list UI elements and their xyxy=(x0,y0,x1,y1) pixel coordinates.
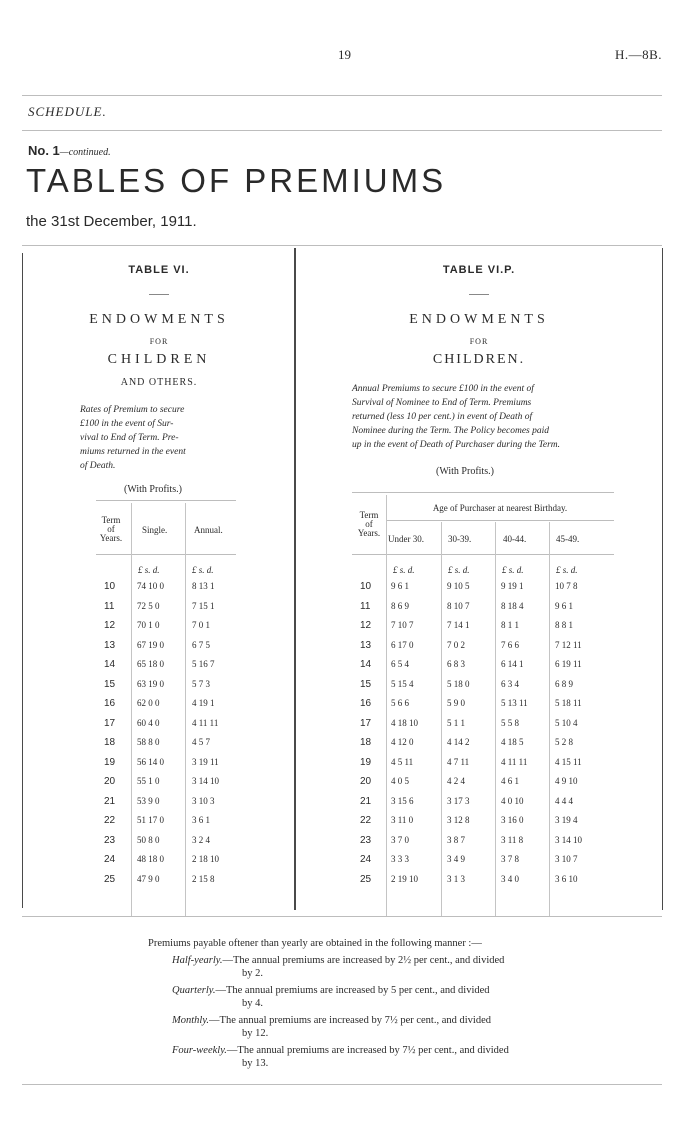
page-bottom-rule xyxy=(22,1084,662,1085)
table6p-value-cell: 3 10 7 xyxy=(555,854,578,864)
left-frame xyxy=(22,253,23,908)
right-frame xyxy=(662,248,663,910)
table6-annual-cell: 3 14 10 xyxy=(192,776,219,786)
table6p-line1: ENDOWMENTS xyxy=(409,312,549,327)
document-reference: H.—8B. xyxy=(614,47,662,62)
table6-line4: AND OTHERS. xyxy=(120,377,198,388)
footer-item xyxy=(172,955,504,966)
table6p-term-cell: 16 xyxy=(360,698,372,709)
table6-term-cell: 24 xyxy=(104,854,116,865)
table6-single-cell: 48 18 0 xyxy=(137,854,164,864)
table6p-value-cell: 3 3 3 xyxy=(391,854,409,864)
table6p-value-cell: 4 7 11 xyxy=(447,756,470,767)
table6p-term-cell: 25 xyxy=(360,873,372,885)
table6-single-cell: 70 1 0 xyxy=(137,620,160,630)
table6-annual-cell: 5 7 3 xyxy=(192,678,210,689)
table6p-term-cell: 11 xyxy=(360,600,371,612)
footer-item-continuation: by 2. xyxy=(242,968,263,979)
table6p-value-cell: 4 14 2 xyxy=(447,737,470,747)
table6p-term-cell: 24 xyxy=(360,854,372,865)
footer-item-continuation: by 13. xyxy=(242,1058,269,1069)
table6p-value-cell: 9 10 5 xyxy=(447,581,470,591)
table6p-desc-line: Nominee during the Term. The Policy becomes paid xyxy=(352,426,550,436)
table6-dash xyxy=(149,294,169,295)
table6-single-cell: 47 9 0 xyxy=(137,873,160,884)
table6-desc-line: Rates of Premium to secure xyxy=(80,405,185,415)
table6p-value-cell: 3 16 0 xyxy=(501,815,524,825)
footer-item-mode: Monthly. xyxy=(172,1015,210,1026)
schedule-rule xyxy=(22,130,662,131)
table6-lsd-annual: £ s. d. xyxy=(192,565,214,575)
table6p-value-cell: 5 13 11 xyxy=(501,698,528,708)
table6p-term-cell: 10 xyxy=(360,581,372,592)
center-divider xyxy=(294,248,296,910)
table6p-value-cell: 4 2 4 xyxy=(447,776,465,786)
table6p-value-cell: 5 18 11 xyxy=(555,698,582,708)
table6-annual-cell: 5 16 7 xyxy=(192,659,215,669)
table-top-rule xyxy=(22,245,662,246)
table6p-value-cell: 5 15 4 xyxy=(391,678,414,689)
table6-col-term xyxy=(96,516,126,543)
table6-single-cell: 56 14 0 xyxy=(137,756,164,767)
table6p-name: TABLE VI.P. xyxy=(442,264,516,276)
table6p-value-cell: 4 0 10 xyxy=(501,795,524,806)
table6p-value-cell: 3 7 0 xyxy=(391,834,409,845)
table6-annual-cell: 3 19 11 xyxy=(192,756,219,767)
table6-annual-cell: 4 5 7 xyxy=(192,737,210,747)
table6-single-cell: 55 1 0 xyxy=(137,776,160,786)
table6-desc-line: miums returned in the event xyxy=(80,447,186,457)
table6-term-cell: 16 xyxy=(104,698,116,709)
term-header-line: Years. xyxy=(99,533,123,543)
table6p-description xyxy=(352,382,652,452)
table6p-term-cell: 12 xyxy=(360,620,372,631)
table6p-value-cell: 4 18 5 xyxy=(501,737,524,747)
table6p-value-cell: 8 18 4 xyxy=(501,600,524,611)
footer-item-text: —The annual premiums are increased by 2½ per cent., and divided xyxy=(222,955,505,966)
table6-lsd-single: £ s. d. xyxy=(138,565,160,575)
table6p-col-sep xyxy=(549,522,550,916)
table6-single-cell: 51 17 0 xyxy=(137,815,164,825)
table6-annual-cell: 3 2 4 xyxy=(192,834,210,845)
table6p-lsd: £ s. d. xyxy=(502,565,524,575)
table6p-value-cell: 4 18 10 xyxy=(391,717,418,728)
table6p-value-cell: 6 17 0 xyxy=(391,639,414,650)
footer-item-text: —The annual premiums are increased by 7½ per cent., and divided xyxy=(226,1045,509,1056)
table6p-value-cell: 4 5 11 xyxy=(391,756,414,767)
table6p-term-cell: 21 xyxy=(360,795,372,807)
table6p-lsd: £ s. d. xyxy=(556,565,578,575)
term-header-line: of xyxy=(365,519,373,529)
table6-single-cell: 62 0 0 xyxy=(137,698,160,708)
table6p-col-age-2: 40-44. xyxy=(503,534,527,544)
table6-single-cell: 67 19 0 xyxy=(137,639,164,650)
section-number xyxy=(28,143,111,159)
table6p-value-cell: 8 10 7 xyxy=(447,600,470,611)
table6p-term-cell: 17 xyxy=(360,717,372,729)
section-continued: —continued. xyxy=(59,147,111,158)
table6p-value-cell: 5 9 0 xyxy=(447,698,465,708)
table6-single-cell: 53 9 0 xyxy=(137,795,160,806)
table6p-term-cell: 13 xyxy=(360,639,372,651)
table6p-value-cell: 3 4 0 xyxy=(501,873,519,884)
table6p-term-cell: 15 xyxy=(360,678,372,690)
table6-desc-line: of Death. xyxy=(80,461,116,471)
table6p-line3: CHILDREN. xyxy=(432,352,526,367)
table6-col-bottom xyxy=(96,554,236,555)
table6-term-cell: 13 xyxy=(104,639,116,651)
table6-single-cell: 63 19 0 xyxy=(137,678,164,689)
table6-annual-cell: 7 15 1 xyxy=(192,600,215,611)
table6p-value-cell: 3 8 7 xyxy=(447,834,465,845)
table6p-value-cell: 3 11 8 xyxy=(501,834,524,845)
table6p-col-top xyxy=(352,492,614,493)
footer-item-mode: Half-yearly. xyxy=(172,955,223,966)
table6p-age-header: Age of Purchaser at nearest Birthday. xyxy=(432,503,568,513)
footer-item-text: —The annual premiums are increased by 7½ per cent., and divided xyxy=(209,1015,491,1026)
table6p-value-cell: 5 6 6 xyxy=(391,698,409,708)
table6-term-cell: 22 xyxy=(104,815,116,826)
table6p-value-cell: 3 11 0 xyxy=(391,815,414,825)
table6p-col-sep xyxy=(386,495,387,916)
table6p-desc-line: Annual Premiums to secure £100 in the event of xyxy=(352,384,534,394)
table6-term-cell: 19 xyxy=(104,756,116,768)
table6-term-cell: 23 xyxy=(104,834,116,846)
table6-term-cell: 11 xyxy=(104,600,115,612)
table6p-age-rule xyxy=(386,520,614,521)
table6-desc-line: vival to End of Term. Pre- xyxy=(80,433,179,443)
table6p-value-cell: 5 10 4 xyxy=(555,717,578,728)
table6p-value-cell: 8 6 9 xyxy=(391,600,409,611)
table6-annual-cell: 6 7 5 xyxy=(192,639,210,650)
table6-col-single: Single. xyxy=(142,525,168,535)
footer-item-continuation: by 12. xyxy=(242,1028,269,1039)
table6p-value-cell: 5 18 0 xyxy=(447,678,470,689)
table6-annual-cell: 3 6 1 xyxy=(192,815,210,825)
table6p-term-cell: 22 xyxy=(360,815,372,826)
table6p-value-cell: 4 11 11 xyxy=(501,756,528,767)
schedule-label: SCHEDULE. xyxy=(28,104,107,119)
table6-term-cell: 10 xyxy=(104,581,116,592)
table6-term-cell: 21 xyxy=(104,795,116,807)
table6-term-cell: 15 xyxy=(104,678,116,690)
table6-single-cell: 58 8 0 xyxy=(137,737,160,747)
table6-line2: FOR xyxy=(149,337,169,346)
table6p-value-cell: 4 6 1 xyxy=(501,776,519,786)
table6p-value-cell: 6 3 4 xyxy=(501,678,519,689)
table6p-col-term xyxy=(354,511,384,538)
table6p-value-cell: 3 1 3 xyxy=(447,873,465,884)
table6p-col-sep xyxy=(441,522,442,916)
table6p-value-cell: 4 9 10 xyxy=(555,776,578,786)
term-header-line: Term xyxy=(101,515,121,525)
term-header-line: of xyxy=(107,524,115,534)
table6-term-cell: 14 xyxy=(104,659,116,670)
table6p-term-cell: 19 xyxy=(360,756,372,768)
table6p-desc-line: returned (less 10 per cent.) in event of Death of xyxy=(352,412,533,422)
table6p-term-cell: 20 xyxy=(360,776,372,787)
table6p-value-cell: 3 7 8 xyxy=(501,854,519,864)
table6-description xyxy=(80,403,250,473)
table6p-value-cell: 7 12 11 xyxy=(555,639,582,650)
table6-desc-line: £100 in the event of Sur- xyxy=(80,419,174,429)
table6p-value-cell: 9 19 1 xyxy=(501,581,524,591)
table6p-lsd: £ s. d. xyxy=(448,565,470,575)
table6p-value-cell: 6 19 11 xyxy=(555,659,582,669)
term-header-line: Years. xyxy=(357,528,381,538)
table6p-value-cell: 9 6 1 xyxy=(555,600,573,611)
table6p-value-cell: 3 14 10 xyxy=(555,834,582,845)
table6p-value-cell: 6 14 1 xyxy=(501,659,524,669)
footer-intro: Premiums payable oftener than yearly are obtained in the following manner :— xyxy=(148,938,482,949)
table6-annual-cell: 2 18 10 xyxy=(192,854,219,864)
page-title: TABLES OF PREMIUMS xyxy=(26,162,447,199)
footer-item xyxy=(172,1045,509,1056)
table6-annual-cell: 4 19 1 xyxy=(192,698,215,708)
table6p-value-cell: 8 8 1 xyxy=(555,620,573,630)
table6-term-cell: 25 xyxy=(104,873,116,885)
table6-line3: CHILDREN xyxy=(107,352,211,367)
table6p-col-age-3: 45-49. xyxy=(556,534,580,544)
footer-item-mode: Quarterly. xyxy=(172,985,216,996)
table6p-value-cell: 7 14 1 xyxy=(447,620,470,630)
table6p-value-cell: 7 10 7 xyxy=(391,620,414,630)
table6p-value-cell: 10 7 8 xyxy=(555,581,578,591)
table6p-value-cell: 3 6 10 xyxy=(555,873,578,884)
table6p-value-cell: 2 19 10 xyxy=(391,873,418,884)
footer-item-mode: Four-weekly. xyxy=(172,1045,227,1056)
top-rule xyxy=(22,95,662,96)
table6p-line2: FOR xyxy=(469,337,489,346)
table6-name: TABLE VI. xyxy=(128,264,190,276)
table6p-term-cell: 18 xyxy=(360,737,372,748)
table6p-value-cell: 6 8 3 xyxy=(447,659,465,669)
page-subtitle: the 31st December, 1911. xyxy=(26,213,197,230)
table6-single-cell: 65 18 0 xyxy=(137,659,164,669)
table6p-value-cell: 5 1 1 xyxy=(447,717,465,728)
table6-single-cell: 50 8 0 xyxy=(137,834,160,845)
table6p-profits: (With Profits.) xyxy=(436,466,494,477)
table6-single-cell: 60 4 0 xyxy=(137,717,160,728)
table6p-lsd: £ s. d. xyxy=(393,565,415,575)
table6p-term-cell: 14 xyxy=(360,659,372,670)
table6-annual-cell: 7 0 1 xyxy=(192,620,210,630)
table-bottom-rule xyxy=(22,916,662,917)
table6p-value-cell: 8 1 1 xyxy=(501,620,519,630)
table6p-value-cell: 7 0 2 xyxy=(447,639,465,650)
table6p-value-cell: 6 8 9 xyxy=(555,678,573,689)
table6-profits: (With Profits.) xyxy=(124,484,182,495)
table6-col-annual: Annual. xyxy=(194,525,223,535)
table6-term-cell: 17 xyxy=(104,717,116,729)
table6-col-top xyxy=(96,500,236,501)
table6p-value-cell: 3 15 6 xyxy=(391,795,414,806)
table6-line1: ENDOWMENTS xyxy=(89,312,229,327)
table6p-value-cell: 7 6 6 xyxy=(501,639,519,650)
table6p-desc-line: up in the event of Death of Purchaser during the Term. xyxy=(352,440,561,450)
table6-annual-cell: 4 11 11 xyxy=(192,717,219,728)
table6-single-cell: 74 10 0 xyxy=(137,581,164,591)
table6p-value-cell: 3 19 4 xyxy=(555,815,578,825)
table6p-value-cell: 5 5 8 xyxy=(501,717,519,728)
table6p-value-cell: 5 2 8 xyxy=(555,737,573,747)
table6-annual-cell: 8 13 1 xyxy=(192,581,215,591)
table6p-value-cell: 4 4 4 xyxy=(555,795,573,806)
footer-item-continuation: by 4. xyxy=(242,998,263,1009)
table6-single-cell: 72 5 0 xyxy=(137,600,160,611)
table6-annual-cell: 2 15 8 xyxy=(192,873,215,884)
term-header-line: Term xyxy=(359,510,379,520)
table6p-value-cell: 4 15 11 xyxy=(555,756,582,767)
table6p-dash xyxy=(469,294,489,295)
table6-term-cell: 12 xyxy=(104,620,116,631)
table6p-value-cell: 3 12 8 xyxy=(447,815,470,825)
table6-term-cell: 18 xyxy=(104,737,116,748)
table6-col-sep xyxy=(185,503,186,916)
footer-item-text: —The annual premiums are increased by 5 per cent., and divided xyxy=(215,985,490,996)
table6p-desc-line: Survival of Nominee to End of Term. Premiums xyxy=(352,398,532,408)
table6p-col-bottom xyxy=(352,554,614,555)
footer-item xyxy=(172,1015,491,1026)
table6p-value-cell: 3 17 3 xyxy=(447,795,470,806)
table6-annual-cell: 3 10 3 xyxy=(192,795,215,806)
table6p-col-age-0: Under 30. xyxy=(388,534,424,544)
table6p-term-cell: 23 xyxy=(360,834,372,846)
section-number-text: No. 1 xyxy=(28,143,60,158)
footer-item xyxy=(172,985,490,996)
table6p-value-cell: 4 12 0 xyxy=(391,737,414,747)
table6p-value-cell: 9 6 1 xyxy=(391,581,409,591)
table6p-value-cell: 6 5 4 xyxy=(391,659,409,669)
table6p-value-cell: 4 0 5 xyxy=(391,776,409,786)
table6-col-sep xyxy=(131,503,132,916)
table6p-col-age-1: 30-39. xyxy=(448,534,472,544)
table6-term-cell: 20 xyxy=(104,776,116,787)
table6p-value-cell: 3 4 9 xyxy=(447,854,465,864)
page-number: 19 xyxy=(338,47,351,62)
table6p-col-sep xyxy=(495,522,496,916)
